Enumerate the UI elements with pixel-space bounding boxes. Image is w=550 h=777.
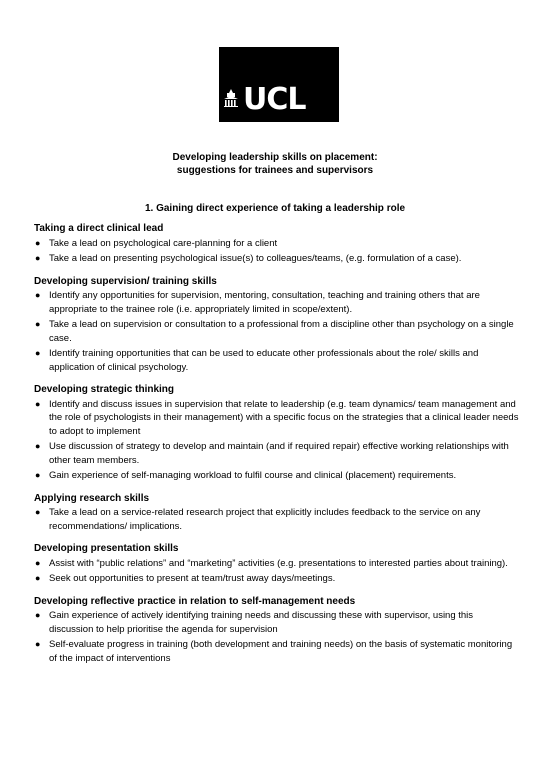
bullet-icon: ● — [35, 319, 41, 329]
group-heading: Taking a direct clinical lead — [34, 223, 164, 234]
document-title-line-1: Developing leadership skills on placement: — [172, 152, 378, 163]
list-item: ● Take a lead on presenting psychological issue(s) to colleagues/teams, (e.g. formulation of a case). — [35, 253, 462, 264]
list-item: ● Seek out opportunities to present at team/trust away days/meetings. — [35, 573, 336, 584]
group-supervision-training — [34, 275, 520, 375]
portico-icon — [224, 89, 238, 107]
bullet-list — [34, 398, 520, 483]
logo-text: UCL — [243, 82, 306, 117]
bullet-icon: ● — [35, 573, 41, 583]
bullet-icon: ● — [35, 639, 41, 649]
bullet-list — [34, 237, 520, 266]
bullet-icon: ● — [35, 237, 41, 248]
bullet-icon: ● — [35, 348, 41, 358]
list-item: ● Identify and discuss issues in supervision that relate to leadership (e.g. team dynamics/ team management and the role of psychologists in their management) with a specific focus on the strategies that a clinical leader needs to adopt to implement — [35, 398, 519, 437]
list-item: ● Gain experience of self-managing workload to fulfil course and clinical (placement) requirements. — [35, 470, 457, 481]
bullet-list — [34, 557, 520, 586]
section-heading: 1. Gaining direct experience of taking a leadership role — [144, 203, 406, 214]
list-item: ● Identify any opportunities for supervision, mentoring, consultation, teaching and training others that are appropriate to the trainee role (i.e. appropriately limited in scope/extent). — [35, 290, 480, 315]
ucl-logo — [219, 47, 339, 122]
bullet-list — [34, 506, 520, 533]
document-title-line-2: suggestions for trainees and supervisors — [176, 165, 374, 176]
list-item: ● Take a lead on psychological care-planning for a client — [35, 237, 278, 249]
bullet-icon: ● — [35, 290, 41, 300]
bullet-icon: ● — [35, 470, 41, 480]
group-research-skills — [34, 492, 520, 534]
list-item: ● Self-evaluate progress in training (both development and training needs) on the basis of systematic monitoring of the impact of interventions — [35, 639, 513, 664]
group-clinical-lead — [34, 222, 520, 266]
list-item: ● Gain experience of actively identifying training needs and discussing these with supervisor, using this discussion to help prioritise the agenda for supervision — [35, 610, 474, 635]
group-heading: Developing strategic thinking — [34, 384, 175, 395]
group-strategic-thinking — [34, 383, 520, 483]
bullet-icon: ● — [35, 398, 41, 409]
bullet-icon: ● — [35, 610, 41, 620]
list-item: ● Identify training opportunities that can be used to educate other professionals about the role/ skills and application of clinical psychology. — [35, 348, 479, 373]
group-presentation-skills — [34, 542, 520, 586]
bullet-list — [34, 289, 520, 374]
bullet-icon: ● — [35, 507, 41, 517]
list-item: ● Assist with “public relations” and “marketing” activities (e.g. presentations to interested parties about training). — [35, 557, 508, 569]
list-item: ● Take a lead on supervision or consultation to a professional from a discipline other than psychology on a single case. — [35, 319, 514, 344]
bullet-icon: ● — [35, 441, 41, 451]
bullet-list — [34, 609, 520, 665]
document-body — [34, 222, 520, 674]
group-heading: Developing supervision/ training skills — [34, 275, 217, 287]
group-heading: Developing reflective practice in relation to self-management needs — [34, 595, 356, 607]
group-heading: Developing presentation skills — [34, 543, 179, 554]
group-reflective-practice — [34, 595, 520, 666]
group-heading: Applying research skills — [34, 492, 150, 504]
bullet-icon: ● — [35, 557, 41, 568]
bullet-icon: ● — [35, 253, 41, 263]
list-item: ● Take a lead on a service-related research project that explicitly includes feedback to the service on any recommendations/ implications. — [35, 507, 481, 532]
list-item: ● Use discussion of strategy to develop and maintain (and if required repair) effective working relationships with other team members. — [35, 441, 509, 466]
